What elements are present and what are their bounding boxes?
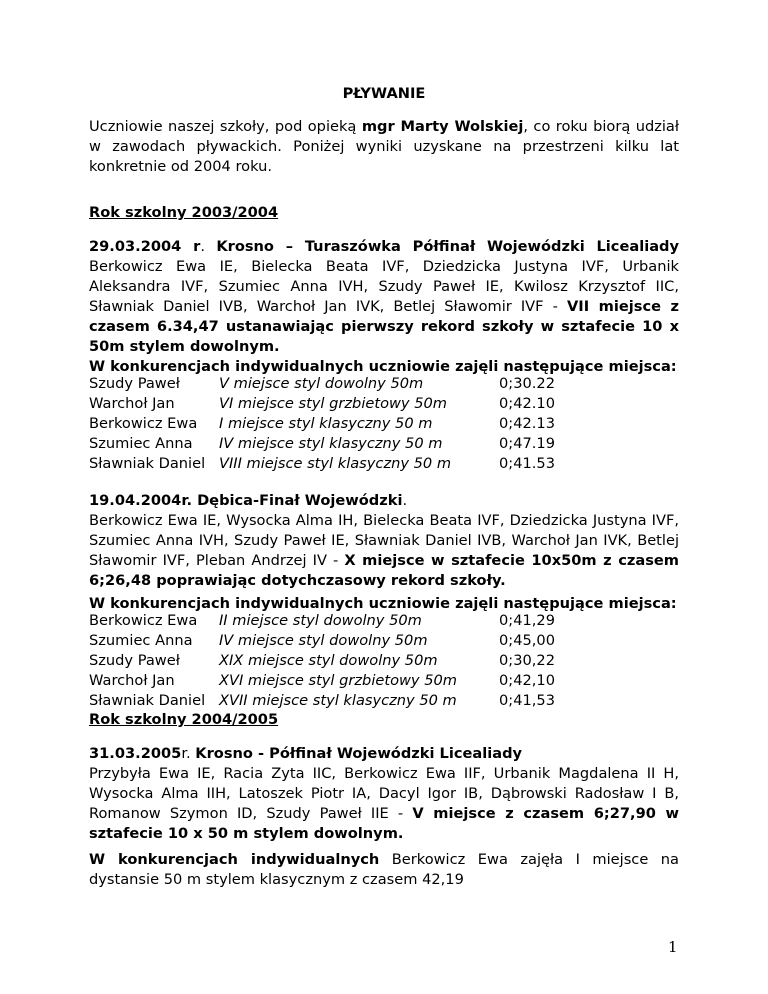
page-title: PŁYWANIE xyxy=(342,85,426,102)
event-name: Krosno - Półfinał Wojewódzki Licealiady xyxy=(195,745,523,762)
intro-paragraph xyxy=(89,117,679,177)
swimmer-place: XVI miejsce styl grzbietowy 50m xyxy=(219,672,457,689)
swimmer-place: XVII miejsce styl klasyczny 50 m xyxy=(219,692,457,709)
swimmer-place: IV miejsce styl dowolny 50m xyxy=(219,632,428,649)
swimmer-time: 0;42,10 xyxy=(499,672,555,689)
event-result: V miejsce z czasem 6;27,90 w sztafecie 10 x 50 m stylem dowolnym. xyxy=(89,805,679,842)
table-row xyxy=(89,691,589,711)
event-krosno-2004 xyxy=(89,237,679,357)
event-participants: Berkowicz Ewa IE, Wysocka Alma IH, Bielecka Beata IVF, Dziedzicka Justyna IVF, Szumiec Anna IVH, Szudy Paweł IE, Sławniak Daniel IVB, Warchoł Jan IVK, Betlej Sławomir IVF, Pleban Andrzej IV - xyxy=(89,512,679,569)
year-heading-2003-2004: Rok szkolny 2003/2004 xyxy=(89,204,279,221)
individual-results-table-2004-krosno xyxy=(89,374,589,474)
intro-before: Uczniowie naszej szkoły, pod opieką xyxy=(89,118,362,135)
event-krosno-2005 xyxy=(89,744,679,844)
swimmer-time: 0;30.22 xyxy=(499,375,555,392)
table-row xyxy=(89,394,589,414)
table-row xyxy=(89,374,589,394)
swimmer-name: Sławniak Daniel xyxy=(89,692,206,709)
event-participants: Berkowicz Ewa IE, Bielecka Beata IVF, Dziedzicka Justyna IVF, Urbanik Aleksandra IVF, Szumiec Anna IVH, Szudy Paweł IE, Kwilosz Krzysztof IIC, Sławniak Daniel IVB, Warchoł Jan IVK, Betlej Sławomir IVF - xyxy=(89,258,679,315)
event-participants: Przybyła Ewa IE, Racia Zyta IIC, Berkowicz Ewa IIF, Urbanik Magdalena II H, Wysocka Alma IIH, Latoszek Piotr IA, Dacyl Igor IB, Dąbrowski Radosław I B, Romanow Szymon ID, Szudy Paweł IIE - xyxy=(89,765,679,822)
swimmer-time: 0;41,29 xyxy=(499,612,555,629)
individual-label: W konkurencjach indywidualnych xyxy=(89,851,380,868)
event-debica-2004 xyxy=(89,491,679,591)
swimmer-time: 0;41,53 xyxy=(499,692,555,709)
table-row xyxy=(89,434,589,454)
swimmer-name: Warchoł Jan xyxy=(89,395,175,412)
swimmer-time: 0;30,22 xyxy=(499,652,555,669)
swimmer-place: II miejsce styl dowolny 50m xyxy=(219,612,422,629)
swimmer-name: Szumiec Anna xyxy=(89,632,193,649)
event-date: 29.03.2004 r xyxy=(89,238,201,255)
individual-text: Berkowicz Ewa zajęła I miejsce na dystansie 50 m stylem klasycznym z czasem 42,19 xyxy=(89,851,679,888)
swimmer-time: 0;47.19 xyxy=(499,435,555,452)
individual-results-table-2004-debica xyxy=(89,611,589,711)
table-row xyxy=(89,611,589,631)
event-date: 31.03.2005 xyxy=(89,745,182,762)
swimmer-name: Szudy Paweł xyxy=(89,375,180,392)
page-number: 1 xyxy=(668,938,678,956)
event-dot: . xyxy=(402,492,408,509)
swimmer-time: 0;41.53 xyxy=(499,455,555,472)
event-result: X miejsce w sztafecie 10x50m z czasem 6;26,48 poprawiając dotychczasowy rekord szkoły. xyxy=(89,552,679,589)
swimmer-place: VI miejsce styl grzbietowy 50m xyxy=(219,395,447,412)
swimmer-time: 0;42.10 xyxy=(499,395,555,412)
swimmer-place: XIX miejsce styl dowolny 50m xyxy=(219,652,438,669)
table-row xyxy=(89,671,589,691)
event-name: 19.04.2004r. Dębica-Finał Wojewódzki xyxy=(89,492,403,509)
swimmer-name: Szumiec Anna xyxy=(89,435,193,452)
event-date-suffix: r. xyxy=(181,745,196,762)
teacher-name: mgr Marty Wolskiej xyxy=(361,118,524,135)
swimmer-name: Berkowicz Ewa xyxy=(89,612,198,629)
year-heading-2004-2005: Rok szkolny 2004/2005 xyxy=(89,711,279,728)
swimmer-name: Warchoł Jan xyxy=(89,672,175,689)
intro-after: , co roku biorą udział w zawodach pływackich. Poniżej wyniki uzyskane na przestrzeni kilku lat konkretnie od 2004 roku. xyxy=(89,118,680,175)
swimmer-place: I miejsce styl klasyczny 50 m xyxy=(219,415,433,432)
table-row xyxy=(89,414,589,434)
swimmer-place: VIII miejsce styl klasyczny 50 m xyxy=(219,455,452,472)
event-result: VII miejsce z czasem 6.34,47 ustanawiając pierwszy rekord szkoły w sztafecie 10 x 50m stylem dowolnym. xyxy=(89,298,680,355)
swimmer-name: Szudy Paweł xyxy=(89,652,180,669)
swimmer-time: 0;42.13 xyxy=(499,415,555,432)
table-row xyxy=(89,651,589,671)
swimmer-name: Berkowicz Ewa xyxy=(89,415,198,432)
swimmer-time: 0;45,00 xyxy=(499,632,555,649)
swimmer-name: Sławniak Daniel xyxy=(89,455,206,472)
swimmer-place: V miejsce styl dowolny 50m xyxy=(219,375,424,392)
individual-results-heading: W konkurencjach indywidualnych uczniowie zajęli następujące miejsca: xyxy=(89,358,677,375)
individual-results-2005 xyxy=(89,850,679,890)
event-date-sep: . xyxy=(200,238,217,255)
table-row xyxy=(89,454,589,474)
table-row xyxy=(89,631,589,651)
event-name: Krosno – Turaszówka Półfinał Wojewódzki Licealiady xyxy=(216,238,680,255)
individual-results-heading: W konkurencjach indywidualnych uczniowie zajęli następujące miejsca: xyxy=(89,595,677,612)
swimmer-place: IV miejsce styl klasyczny 50 m xyxy=(219,435,443,452)
